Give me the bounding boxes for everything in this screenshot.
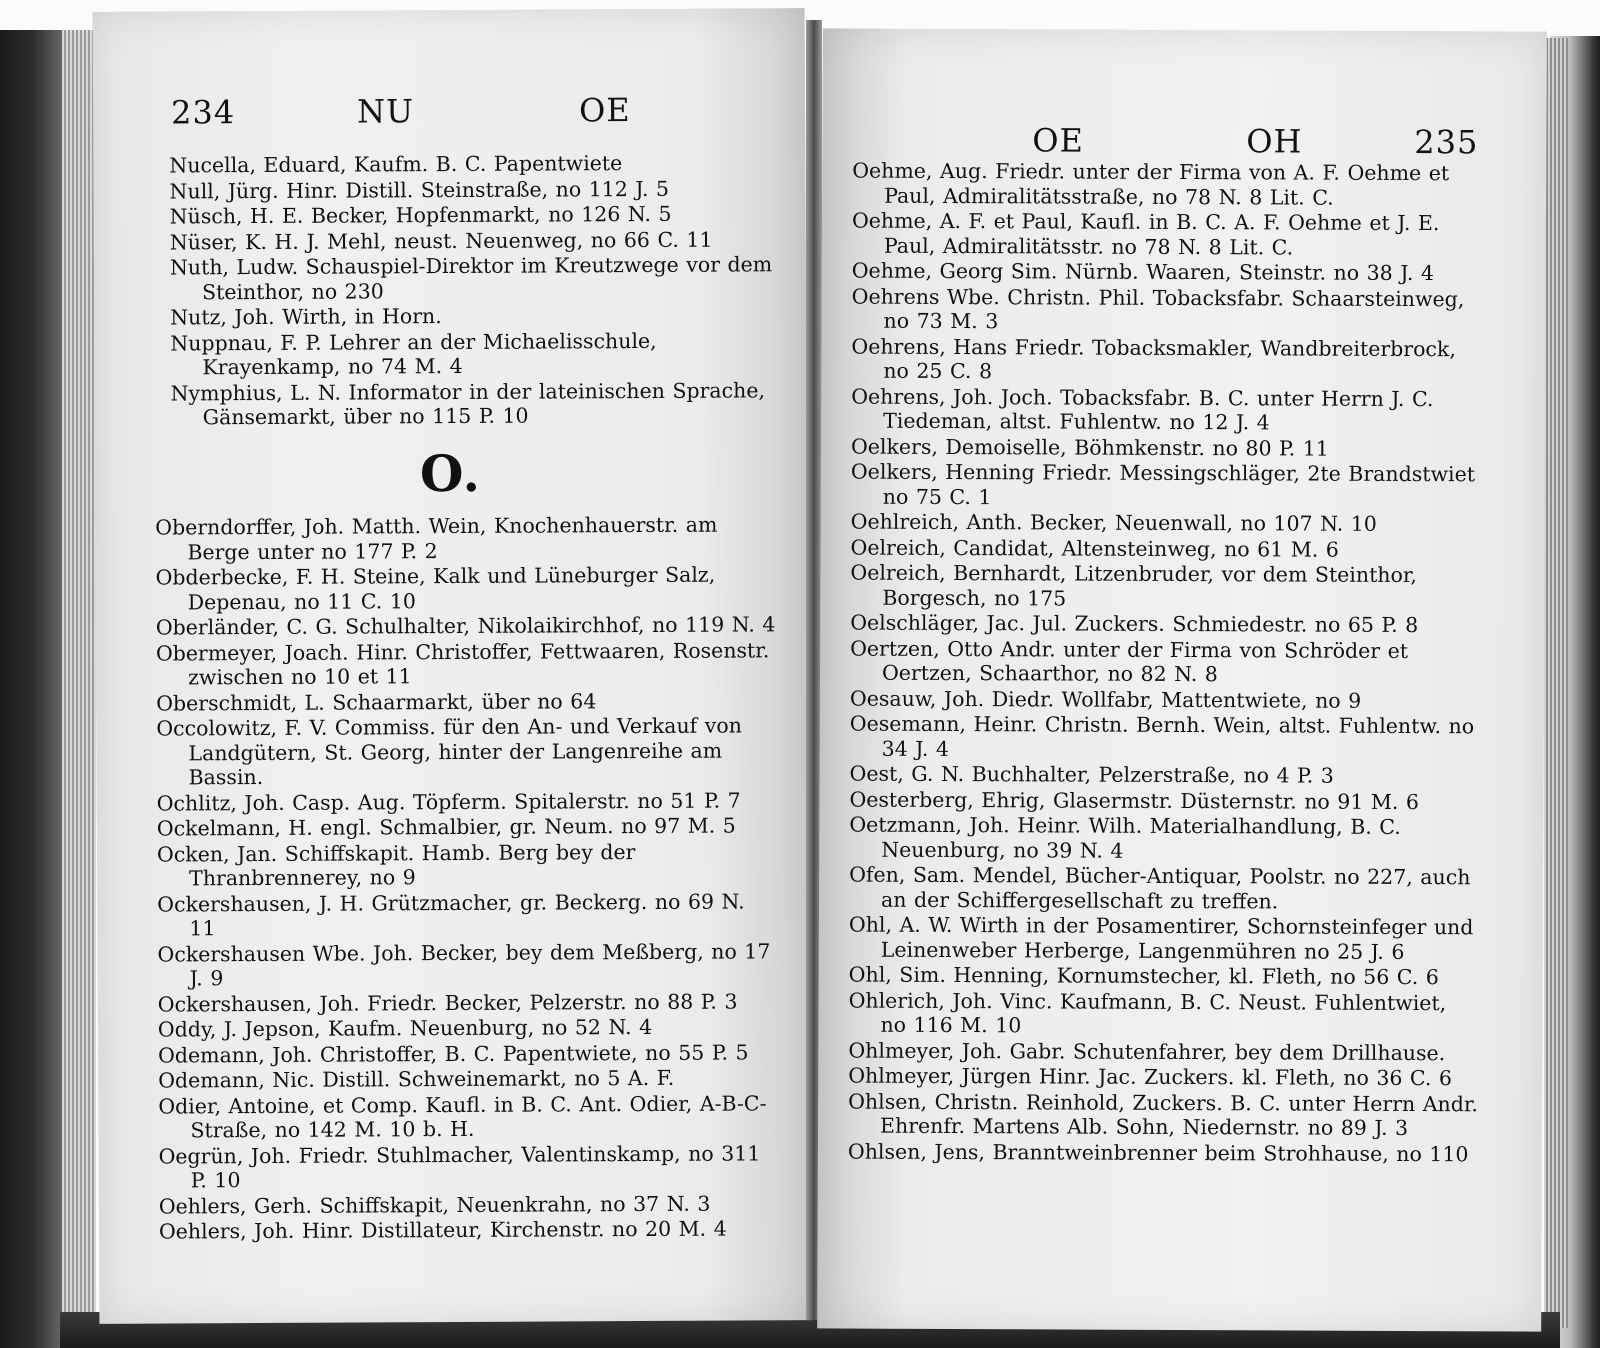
directory-entry: Oehlers, Joh. Hinr. Distillateur, Kirchenstr. no 20 M. 4 [158, 1216, 727, 1244]
directory-entry: Ohlsen, Christn. Reinhold, Zuckers. B. C. unter Herrn Andr. Ehrenfr. Martens Alb. Sohn, Niedernstr. no 89 J. 3 [848, 1089, 1479, 1140]
directory-entry: Oelreich, Bernhardt, Litzenbruder, vor dem Steinthor, Borgesch, no 175 [850, 560, 1418, 610]
directory-entry: Ohlerich, Joh. Vinc. Kaufmann, B. C. Neust. Fuhlentwiet, no 116 M. 10 [848, 988, 1447, 1038]
directory-entry: Oesemann, Heinr. Christn. Bernh. Wein, altst. Fuhlentw. no 34 J. 4 [849, 711, 1475, 761]
directory-entry: Nuppnau, F. P. Lehrer an der Michaelisschule, Krayenkamp, no 74 M. 4 [170, 328, 657, 380]
directory-entry: Nymphius, L. N. Informator in der lateinischen Sprache, Gänsemarkt, über no 115 P. 10 [170, 377, 765, 430]
directory-entry: Odier, Antoine, et Comp. Kaufl. in B. C. Ant. Odier, A-B-C-Straße, no 142 M. 10 b. H. [158, 1090, 767, 1143]
directory-entry: Ockershausen, J. H. Grützmacher, gr. Beckerg. no 69 N. 11 [157, 888, 745, 941]
directory-entry: Odemann, Nic. Distill. Schweinemarkt, no 5 A. F. [158, 1065, 675, 1093]
directory-entry: Oehlers, Gerh. Schiffskapit, Neuenkrahn, no 37 N. 3 [158, 1191, 711, 1219]
left-running-head [93, 90, 805, 134]
page-edges-left [62, 30, 96, 1340]
directory-entry: Oehme, Aug. Friedr. unter der Firma von A. F. Oehme et Paul, Admiralitätsstraße, no 78 N. 8 Lit. C. [852, 158, 1450, 210]
directory-entry: Ohlmeyer, Jürgen Hinr. Jac. Zuckers. kl. Fleth, no 36 C. 6 [848, 1063, 1453, 1091]
directory-entry: Oelschläger, Jac. Jul. Zuckers. Schmiedestr. no 65 P. 8 [850, 610, 1419, 638]
directory-entry: Oehrens, Hans Friedr. Tobacksmakler, Wandbreiterbrock, no 25 C. 8 [851, 334, 1456, 384]
page-number: 234 [170, 93, 236, 132]
directory-entry: Oegrün, Joh. Friedr. Stuhlmacher, Valentinskamp, no 311 P. 10 [158, 1140, 761, 1193]
directory-entry: Nuth, Ludw. Schauspiel-Direktor im Kreutzwege vor dem Steinthor, no 230 [169, 252, 773, 304]
right-running-head [822, 120, 1546, 163]
directory-entry: Obderbecke, F. H. Steine, Kalk und Lüneburger Salz, Depenau, no 11 C. 10 [155, 562, 716, 614]
right-page [817, 28, 1547, 1331]
directory-entry: Oehrens, Joh. Joch. Tobacksfabr. B. C. unter Herrn J. C. Tiedeman, altst. Fuhlentw. no 12 J. 4 [851, 384, 1434, 435]
directory-entry: Ofen, Sam. Mendel, Bücher-Antiquar, Poolstr. no 227, auch an der Schiffergesellschaft zu treffen. [849, 862, 1471, 913]
directory-entry: Null, Jürg. Hinr. Distill. Steinstraße, no 112 J. 5 [169, 176, 670, 203]
directory-entry: Nüsch, H. E. Becker, Hopfenmarkt, no 126 N. 5 [169, 201, 672, 229]
directory-entry: Ocken, Jan. Schiffskapit. Hamb. Berg bey der Thranbrennerey, no 9 [156, 839, 636, 891]
running-head-first: OE [1032, 121, 1085, 160]
directory-entry: Obermeyer, Joach. Hinr. Christoffer, Fettwaaren, Rosenstr. zwischen no 10 et 11 [155, 637, 770, 690]
directory-entry: Oelkers, Demoiselle, Böhmkenstr. no 80 P. 11 [850, 434, 1329, 461]
directory-entry: Nutz, Joh. Wirth, in Horn. [170, 304, 442, 330]
directory-entry: Ochlitz, Joh. Casp. Aug. Töpferm. Spitalerstr. no 51 P. 7 [156, 787, 741, 816]
directory-entry: Ohl, Sim. Henning, Kornumstecher, kl. Fleth, no 56 C. 6 [848, 962, 1439, 990]
directory-entry: Oelreich, Candidat, Altensteinweg, no 61 M. 6 [850, 535, 1339, 562]
directory-entry: Oehme, Georg Sim. Nürnb. Waaren, Steinstr. no 38 J. 4 [851, 258, 1435, 286]
directory-entry: Oddy, J. Jepson, Kaufm. Neuenburg, no 52 N. 4 [157, 1014, 653, 1042]
page-edges-right [1544, 38, 1568, 1328]
directory-entry: Ockelmann, H. engl. Schmalbier, gr. Neum. no 97 M. 5 [156, 813, 736, 841]
directory-entry: Oberschmidt, L. Schaarmarkt, über no 64 [156, 688, 597, 716]
directory-entry: Oetzmann, Joh. Heinr. Wilh. Materialhandlung, B. C. Neuenburg, no 39 N. 4 [849, 812, 1401, 863]
directory-entry: Oesauw, Joh. Diedr. Wollfabr, Mattentwiete, no 9 [849, 686, 1362, 713]
running-head-last: OH [1246, 122, 1303, 161]
running-head-first: NU [356, 92, 415, 131]
directory-entry: Nucella, Eduard, Kaufm. B. C. Papentwiete [169, 151, 623, 178]
directory-entry: Oehrens Wbe. Christn. Phil. Tobacksfabr. Schaarsteinweg, no 73 M. 3 [851, 284, 1465, 334]
directory-entry: Oelkers, Henning Friedr. Messingschläger, 2te Brandstwiet no 75 C. 1 [850, 459, 1476, 509]
page-number: 235 [1414, 123, 1479, 162]
directory-entry: Ohlsen, Jens, Branntweinbrenner beim Strohhause, no 110 [847, 1139, 1469, 1166]
directory-entry: Ohlmeyer, Joh. Gabr. Schutenfahrer, bey dem Drillhause. [848, 1038, 1446, 1065]
directory-entry: Oehlreich, Anth. Becker, Neuenwall, no 107 N. 10 [850, 509, 1377, 536]
left-page [93, 8, 812, 1324]
section-letter-heading: O. [419, 443, 483, 504]
directory-entry: Ohl, A. W. Wirth in der Posamentirer, Schornsteinfeger und Leinenweber Herberge, Langenmühren no 25 J. 6 [848, 912, 1474, 964]
directory-entry: Oertzen, Otto Andr. unter der Firma von Schröder et Oertzen, Schaarthor, no 82 N. 8 [850, 636, 1409, 687]
directory-entry: Oberländer, C. G. Schulhalter, Nikolaikirchhof, no 119 N. 4 [155, 612, 776, 640]
directory-entry: Oest, G. N. Buchhalter, Pelzerstraße, no 4 P. 3 [849, 761, 1334, 788]
directory-entry: Oberndorffer, Joh. Matth. Wein, Knochenhauerstr. am Berge unter no 177 P. 2 [155, 512, 718, 564]
running-head-last: OE [578, 91, 631, 130]
entry-list [818, 158, 1546, 1167]
directory-entry: Ockershausen Wbe. Joh. Becker, bey dem Meßberg, no 17 J. 9 [157, 938, 771, 991]
directory-entry: Ockershausen, Joh. Friedr. Becker, Pelzerstr. no 88 P. 3 [157, 989, 738, 1017]
directory-entry: Oesterberg, Ehrig, Glasermstr. Düsternstr. no 91 M. 6 [849, 787, 1420, 814]
entry-list-after-section [95, 512, 811, 1245]
entry-list-before-section [93, 150, 806, 431]
directory-entry: Occolowitz, F. V. Commiss. für den An- und Verkauf von Landgütern, St. Georg, hinter der Langenreihe am Bassin. [156, 713, 742, 790]
directory-entry: Odemann, Joh. Christoffer, B. C. Papentwiete, no 55 P. 5 [157, 1039, 749, 1068]
directory-entry: Nüser, K. H. J. Mehl, neust. Neuenweg, no 66 C. 11 [169, 227, 713, 254]
directory-entry: Oehme, A. F. et Paul, Kaufl. in B. C. A. F. Oehme et J. E. Paul, Admiralitätsstr. no 78 N. 8 Lit. C. [851, 208, 1440, 259]
